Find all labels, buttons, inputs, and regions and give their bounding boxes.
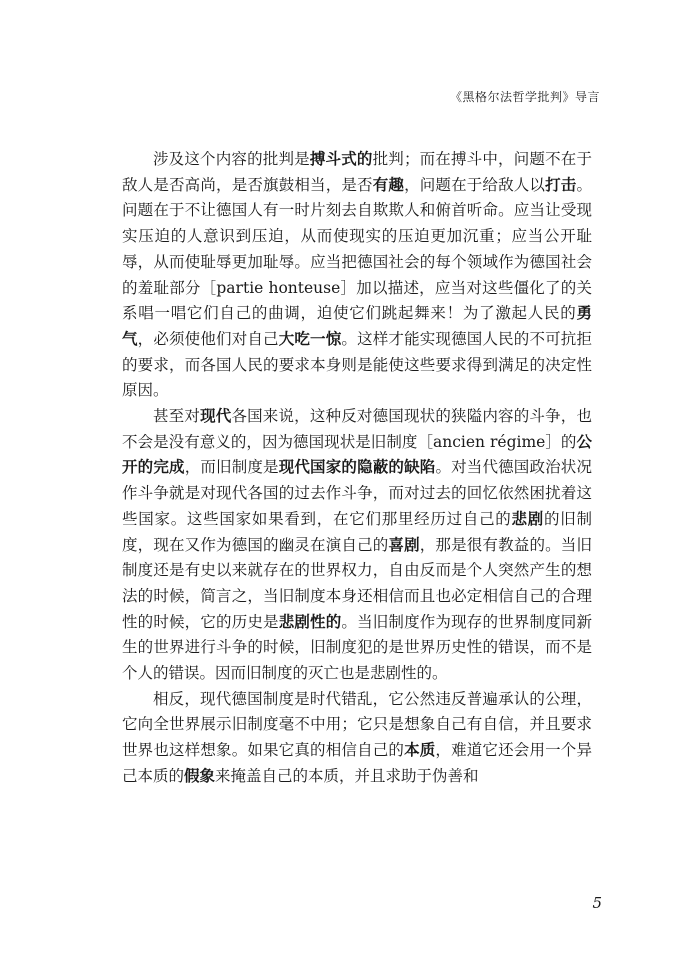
text-run: 涉及这个内容的批判是 [153,150,310,168]
text-run: ，那是很有教益的。当旧制度还是有史以来就存在的世界权力，自由反而是个人突然产生的想法的时候，简言之，当旧制度本身还相信而且也必定相信自己的合理性的时候，它的历史是 [122,535,592,631]
text-run: ，必须使他们对自己 [137,329,279,348]
page-number: 5 [592,894,602,912]
text-run: 。当旧制度作为现存的世界制度同新生的世界进行斗争的时候，旧制度犯的是世界历史性的错误，而不是个人的错误。因而旧制度的灭亡也是悲剧性的。 [122,612,592,683]
emphasis-text: 悲剧 [511,509,545,528]
emphasis-text: 打击 [545,175,577,194]
text-run: 。问题在于不让德国人有一时片刻去自欺欺人和俯首听命。应当让受现实压迫的人意识到压迫，从而使现实的压迫更加沉重；应当公开耻辱，从而使耻辱更加耻辱。应当把德国社会的每个领域作为德国社会的羞耻部分［partie honteuse］加以描述，应当对这些僵化了的关系唱一唱它们自己的曲调，迫使它们跳起舞来！为了激起人民的 [122,175,592,323]
emphasis-text: 勇气 [122,304,592,348]
text-run: 相反，现代德国制度是时代错乱，它公然违反普遍承认的公理，它向全世界展示旧制度毫不中用；它只是想象自己有自信，并且要求世界也这样想象。如果它真的相信自己的 [122,689,592,760]
emphasis-text: 搏斗式的 [309,150,373,168]
paragraph-3 [122,687,592,790]
emphasis-text: 本质 [404,741,436,760]
body-text [122,147,592,790]
text-run: ，问题在于给敌人以 [404,175,546,194]
text-run: ，而旧制度是 [184,458,279,477]
emphasis-text: 大吃一惊 [278,329,342,348]
emphasis-text: 现代国家的隐蔽的缺陷 [278,458,436,477]
emphasis-text: 假象 [184,766,216,785]
text-run: 的旧制度，现在又作为德国的幽灵在演自己的 [122,509,592,554]
text-run: 批判；而在搏斗中，问题不在于敌人是否高尚，是否旗鼓相当，是否 [122,150,592,194]
text-run: 各国来说，这种反对德国现状的狭隘内容的斗争，也不会是没有意义的，因为德国现状是旧制度［ancien régime］的 [122,407,592,451]
text-run: 。这样才能实现德国人民的不可抗拒的要求，而各国人民的要求本身则是能使这些要求得到满足的决定性原因。 [122,329,592,400]
text-run: 。对当代德国政治状况作斗争就是对现代各国的过去作斗争，而对过去的回忆依然困扰着这些国家。这些国家如果看到，在它们那里经历过自己的 [122,458,592,528]
emphasis-text: 悲剧性的 [278,612,342,631]
text-run: ，难道它还会用一个异己本质的 [122,741,592,785]
emphasis-text: 有趣 [372,175,405,194]
emphasis-text: 公开的完成 [122,432,592,477]
text-run: 来掩盖自己的本质，并且求助于伪善和 [215,766,479,785]
emphasis-text: 现代 [200,407,232,426]
running-header: 《黑格尔法哲学批判》导言 [449,90,600,104]
paragraph-2 [122,404,592,687]
emphasis-text: 喜剧 [388,535,420,554]
text-run: 甚至对 [153,407,201,426]
paragraph-1 [122,147,592,404]
